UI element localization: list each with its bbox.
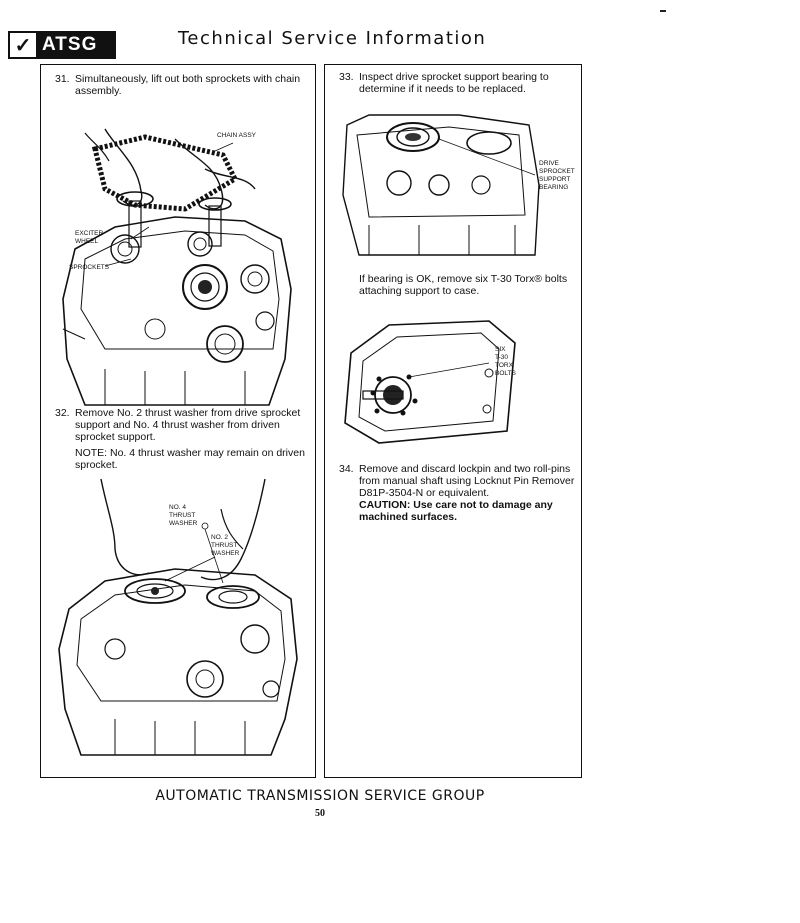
label-no2-1: NO. 2 xyxy=(211,534,228,541)
label-no2-3: WASHER xyxy=(211,550,240,557)
label-exciter-wheel-1: EXCITER xyxy=(75,230,104,237)
label-no4-3: WASHER xyxy=(169,520,198,527)
step-33 xyxy=(339,71,575,95)
stray-mark xyxy=(660,10,666,12)
step-32-text: Remove No. 2 thrust washer from drive sprocket support and No. 4 thrust washer from driven sprocket support. xyxy=(75,407,301,443)
page-number: 50 xyxy=(315,808,325,819)
label-no2-2: THRUST xyxy=(211,542,238,549)
step-31-text: Simultaneously, lift out both sprockets with chain assembly. xyxy=(75,73,301,97)
label-torx-1: SIX xyxy=(495,346,506,353)
step-33-number: 33. xyxy=(339,71,354,83)
label-chain-assy: CHAIN ASSY xyxy=(217,132,257,139)
logo-text: ATSG xyxy=(42,34,98,55)
label-drive-3: SUPPORT xyxy=(539,176,571,183)
figure-sprocket-removal xyxy=(45,109,309,409)
footer-group-name: AUTOMATIC TRANSMISSION SERVICE GROUP xyxy=(155,788,485,804)
label-no4-1: NO. 4 xyxy=(169,504,186,511)
label-torx-2: T-30 xyxy=(495,354,509,361)
label-drive-4: BEARING xyxy=(539,184,569,191)
label-drive-1: DRIVE xyxy=(539,160,559,167)
label-torx-3: TORX xyxy=(495,362,513,369)
figure-support-bearing xyxy=(339,105,575,257)
figure-torx-bolts xyxy=(339,313,575,451)
right-panel xyxy=(324,64,582,778)
step-33-text: Inspect drive sprocket support bearing to determine if it needs to be replaced. xyxy=(359,71,549,95)
step-31-number: 31. xyxy=(55,73,70,85)
label-sprockets: SPROCKETS xyxy=(69,264,110,271)
label-drive-2: SPROCKET xyxy=(539,168,575,175)
figure-thrust-washers xyxy=(45,469,309,759)
label-exciter-wheel-2: WHEEL xyxy=(75,238,99,245)
step-34-caution: CAUTION: Use care not to damage any machined surfaces. xyxy=(359,499,553,523)
bearing-ok-text: If bearing is OK, remove six T-30 Torx® bolts attaching support to case. xyxy=(359,273,568,297)
step-32 xyxy=(55,407,305,471)
checkmark-icon: ✓ xyxy=(10,33,36,57)
label-no4-2: THRUST xyxy=(169,512,196,519)
atsg-logo xyxy=(8,31,116,59)
label-torx-4: BOLTS xyxy=(495,370,516,377)
step-34 xyxy=(339,463,575,523)
step-32-note: NOTE: No. 4 thrust washer may remain on driven sprocket. xyxy=(75,447,305,471)
step-34-text: Remove and discard lockpin and two roll-pins from manual shaft using Locknut Pin Remover D81P-3504-N or equivalent. xyxy=(359,463,575,499)
step-31 xyxy=(55,73,305,97)
left-panel xyxy=(40,64,316,778)
page-title: Technical Service Information xyxy=(178,28,487,49)
step-34-number: 34. xyxy=(339,463,354,475)
step-32-number: 32. xyxy=(55,407,70,419)
